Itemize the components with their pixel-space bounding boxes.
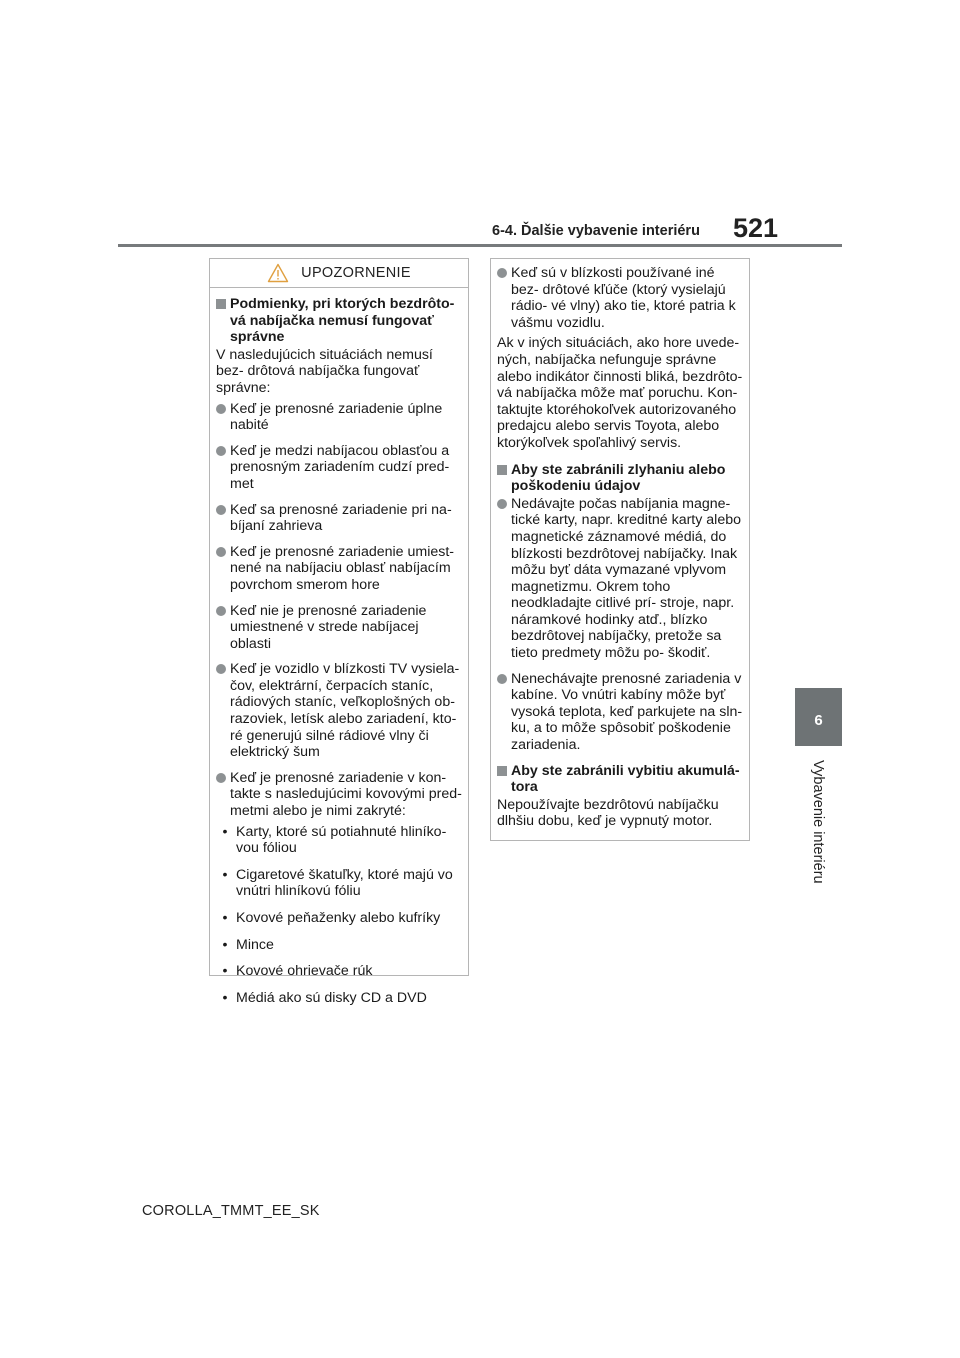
subheading: Aby ste zabránili vybitiu akumulá- tora: [497, 763, 743, 796]
caution-header: [210, 259, 468, 288]
intro-paragraph: V nasledujúcich situáciách nemusí bez- drôtová nabíjačka fungovať správne:: [216, 346, 433, 396]
chapter-number: 6: [814, 712, 823, 729]
round-bullet-icon: [497, 499, 507, 509]
warning-triangle-icon: [267, 263, 289, 283]
list-item: Nenechávajte prenosné zariadenia v kabíne. Vo vnútri kabíny môže byť vysoká teplota, keď parkujete na sln- ku, a to môže spôsobiť poškodenie zariadenia.: [497, 671, 743, 754]
round-bullet-icon: [216, 664, 226, 674]
square-bullet-icon: [216, 299, 226, 309]
paragraph: Nepoužívajte bezdrôtovú nabíjačku dlhšiu dobu, keď je vypnutý motor.: [497, 796, 719, 830]
section-title: 6-4. Ďalšie vybavenie interiéru: [492, 223, 700, 239]
round-bullet-icon: [216, 446, 226, 456]
list-item: Keď nie je prenosné zariadenie umiestnené v strede nabíjacej oblasti: [216, 603, 462, 653]
subheading: Podmienky, pri ktorých bezdrôto- vá nabíjačka nemusí fungovať správne: [216, 296, 462, 346]
sub-list-item: • Médiá ako sú disky CD a DVD: [222, 989, 427, 1006]
document-code: COROLLA_TMMT_EE_SK: [142, 1203, 320, 1219]
list-item: Keď je prenosné zariadenie v kon- takte s nasledujúcimi kovovými pred- metmi alebo je nimi zakryté:: [216, 770, 462, 820]
chapter-tab[interactable]: [795, 688, 842, 746]
caution-title: UPOZORNENIE: [301, 264, 411, 281]
list-item: Keď je prenosné zariadenie umiest- nené na nabíjaciu oblasť nabíjacím povrchom smerom hore: [216, 544, 462, 594]
list-item: Nedávajte počas nabíjania magne- tické karty, napr. kreditné karty alebo magnetické záznamové médiá, do blízkosti bezdrôtovej nabíjačky. Inak môžu byť dáta vymazané vplyvom magnetizmu. Okrem toho neodkladajte citlivé prí- stroje, napr. náramkové hodinky atď., blízko bezdrôtovej nabíjačky, pretože sa tieto predmety môžu po- škodiť.: [497, 496, 743, 662]
caution-box-left: [209, 258, 469, 1006]
round-bullet-icon: [497, 268, 507, 278]
caution-box-right: [490, 258, 750, 841]
square-bullet-icon: [497, 465, 507, 475]
round-bullet-icon: [216, 773, 226, 783]
paragraph: Ak v iných situáciách, ako hore uvede- ných, nabíjačka nefunguje správne alebo indikátor činnosti bliká, bezdrôto- vá nabíjačka môže mať poruchu. Kon- taktujte ktoréhokoľvek autorizovaného predajcu alebo servis Toyota, alebo ktorýkoľvek spoľahlivý servis.: [497, 335, 743, 451]
header-rule: [118, 244, 842, 247]
list-item: Keď je prenosné zariadenie úplne nabité: [216, 401, 462, 434]
page-number: 521: [733, 213, 779, 243]
square-bullet-icon: [497, 766, 507, 776]
sub-list-item: • Kovové ohrievače rúk: [222, 963, 373, 980]
subheading: Aby ste zabránili zlyhaniu alebo poškodeniu údajov: [497, 462, 743, 495]
list-item: Keď sa prenosné zariadenie pri na- bíjaní zahrieva: [216, 502, 462, 535]
round-bullet-icon: [216, 547, 226, 557]
chapter-label: Vybavenie interiéru: [810, 760, 826, 884]
round-bullet-icon: [216, 505, 226, 515]
sub-list-item: • Mince: [222, 936, 274, 953]
list-item: Keď je medzi nabíjacou oblasťou a prenosným zariadením cudzí pred- met: [216, 443, 462, 493]
sub-list-item: • Kovové peňaženky alebo kufríky: [222, 910, 441, 926]
round-bullet-icon: [216, 606, 226, 616]
round-bullet-icon: [497, 674, 507, 684]
sub-list-item: • Cigaretové škatuľky, ktoré majú vo vnútri hliníkovú fóliu: [222, 866, 453, 900]
list-item: Keď je vozidlo v blízkosti TV vysiela- čov, elektrární, čerpacích staníc, rádiových staníc, veľkoplošných ob- razoviek, letísk alebo zariadení, kto- ré generujú silné rádiové vlny či elektrický šum: [216, 661, 462, 761]
list-item: Keď sú v blízkosti používané iné bez- drôtové kľúče (ktorý vysielajú rádio- vé vlny) ako tie, ktoré patria k vášmu vozidlu.: [497, 265, 743, 331]
round-bullet-icon: [216, 404, 226, 414]
sub-list-item: • Karty, ktoré sú potiahnuté hliníko- vou fóliou: [222, 823, 447, 857]
